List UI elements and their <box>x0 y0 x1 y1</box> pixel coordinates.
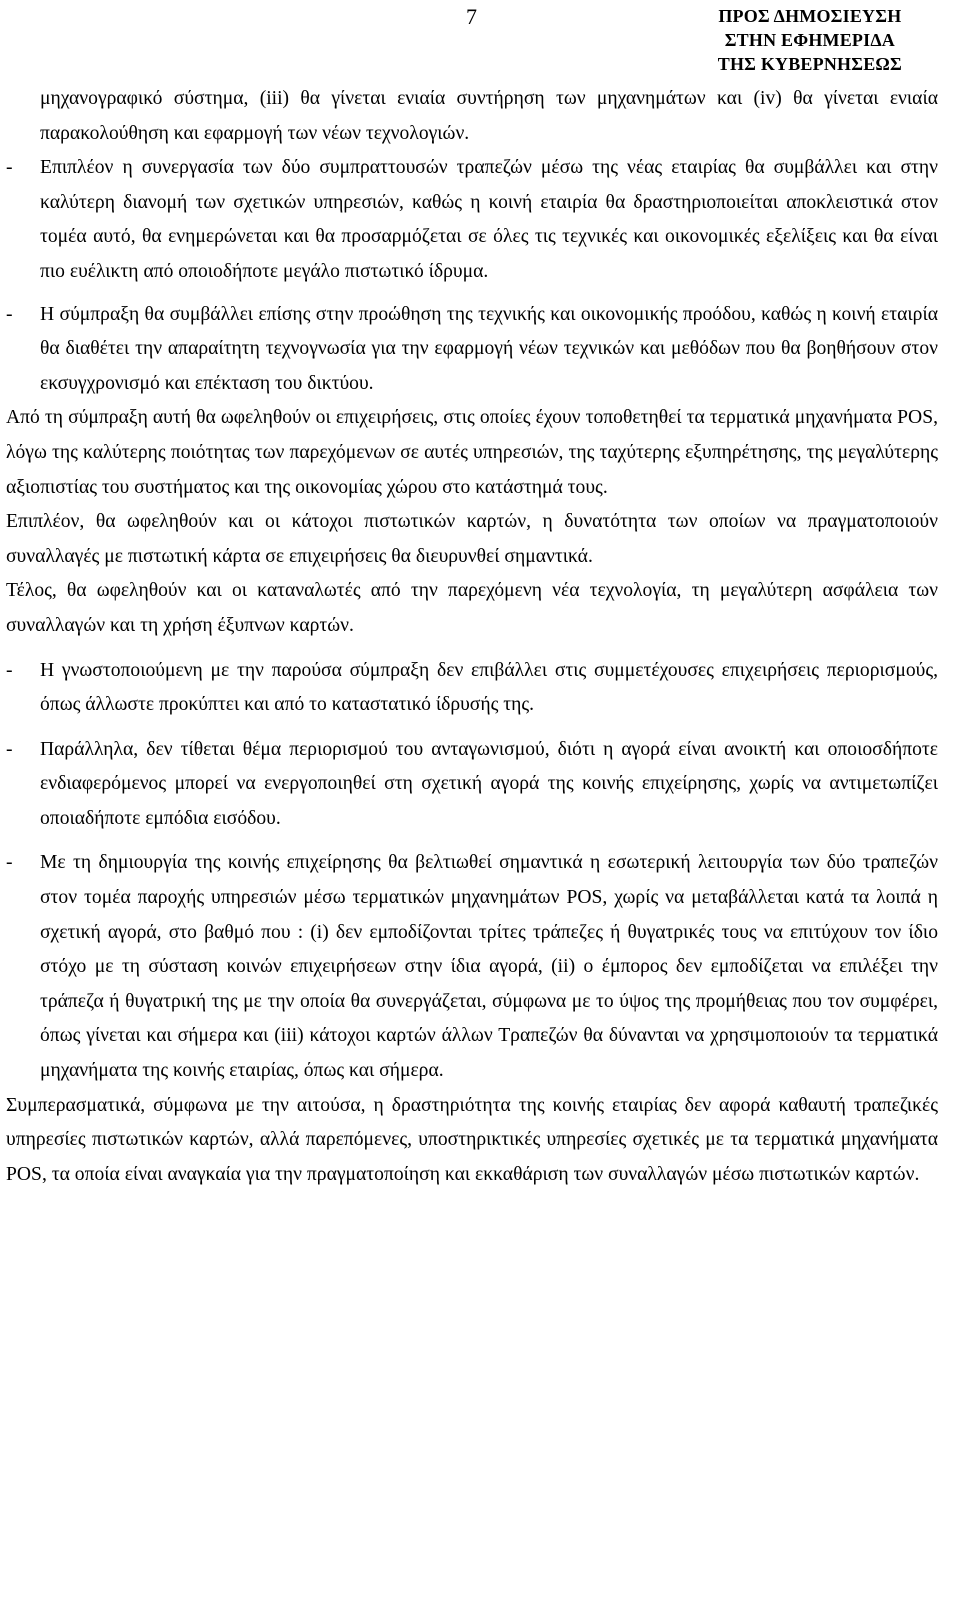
page-number: 7 <box>466 4 477 29</box>
publication-stamp <box>718 4 902 76</box>
bullet-text: Η σύμπραξη θα συμβάλλει επίσης στην προώθηση της τεχνικής και οικονομικής προόδου, καθώς η κοινή εταιρία θα διαθέτει την απαραίτητη τεχνογνωσία για την εφαρμογή νέων τεχνικών και μεθόδων που θα βοηθήσουν στον εκσυγχρονισμό και επέκταση του δικτύου. <box>40 303 938 394</box>
bullet-dash: - <box>6 659 13 681</box>
document-body <box>6 82 938 1192</box>
bullet-item-1 <box>6 151 938 289</box>
stamp-line-2: ΣΤΗΝ ΕΦΗΜΕΡΙΔΑ <box>724 30 896 50</box>
bullet-dash: - <box>6 738 13 760</box>
paragraph-4: Συμπερασματικά, σύμφωνα με την αιτούσα, η δραστηριότητα της κοινής εταιρίας δεν αφορά καθαυτή τραπεζικές υπηρεσίες πιστωτικών καρτών, αλλά παρεπόμενες, υποστηρικτικές υπηρεσίες σχετικές με τα τερματικά μηχανήματα POS, τα οποία είναι αναγκαία για την πραγματοποίηση και εκκαθάριση των συναλλαγών μέσω πιστωτικών καρτών. <box>6 1094 938 1185</box>
paragraph-1: Από τη σύμπραξη αυτή θα ωφεληθούν οι επιχειρήσεις, στις οποίες έχουν τοποθετηθεί τα τερματικά μηχανήματα POS, λόγω της καλύτερης ποιότητας των παρεχόμενων σε αυτές υπηρεσιών, της ταχύτερης εξυπηρέτησης, της μεγαλύτερης αξιοπιστίας του συστήματος και της οικονομίας χώρου στο κατάστημά τους. <box>6 407 938 498</box>
bullet-text: Με τη δημιουργία της κοινής επιχείρησης θα βελτιωθεί σημαντικά η εσωτερική λειτουργία των δύο τραπεζών στον τομέα παροχής υπηρεσιών μέσω τερματικών μηχανημάτων POS, χωρίς να μεταβάλλεται κατά τα λοιπά η σχετική αγορά, στο βαθμό που : (i) δεν εμποδίζονται τρίτες τράπεζες ή θυγατρικές τους να επιτύχουν τον ίδιο στόχο με τη σύσταση κοινών επιχειρήσεων στην ίδια αγορά, (ii) ο έμπορος δεν εμποδίζεται να επιλέξει την τράπεζα ή θυγατρική της με την οποία θα συνεργάζεται, σύμφωνα με το ύψος της προμήθειας που τον συμφέρει, όπως γίνεται και σήμερα και (iii) κάτοχοι καρτών άλλων Τραπεζών θα δύνανται να χρησιμοποιούν τα τερματικά μηχανήματα της κοινής εταιρίας, όπως και σήμερα. <box>40 852 938 1082</box>
bullet-dash: - <box>6 157 13 179</box>
bullet-text: Επιπλέον η συνεργασία των δύο συμπραττουσών τραπεζών μέσω της νέας εταιρίας θα συμβάλλει και στην καλύτερη διανομή των σχετικών υπηρεσιών, καθώς η κοινή εταιρία θα δραστηριοποιείται αποκλειστικά στον τομέα αυτό, θα ενημερώνεται και θα προσαρμόζεται σε όλες τις τεχνικές και οικονομικές εξελίξεις και θα είναι πιο ευέλικτη από οποιοδήποτε μεγάλο πιστωτικό ίδρυμα. <box>40 157 938 282</box>
stamp-line-1: ΠΡΟΣ ΔΗΜΟΣΙΕΥΣΗ <box>718 6 902 26</box>
bullet-dash: - <box>6 303 13 325</box>
bullet-dash: - <box>6 852 13 874</box>
bullet-item-2 <box>6 298 938 402</box>
bullet-text: Η γνωστοποιούμενη με την παρούσα σύμπραξη δεν επιβάλλει στις συμμετέχουσες επιχειρήσεις περιορισμούς, όπως άλλωστε προκύπτει και από το καταστατικό ίδρυσής της. <box>40 659 938 716</box>
stamp-line-3: ΤΗΣ ΚΥΒΕΡΝΗΣΕΩΣ <box>717 54 902 74</box>
bullet-text: Παράλληλα, δεν τίθεται θέμα περιορισμού του ανταγωνισμού, διότι η αγορά είναι ανοικτή και οποιοσδήποτε ενδιαφερόμενος μπορεί να ενεργοποιηθεί στη σχετική αγορά της κοινής επιχείρησης, χωρίς να αντιμετωπίζει οποιαδήποτε εμπόδια εισόδου. <box>40 738 938 829</box>
continuation-paragraph: μηχανογραφικό σύστημα, (iii) θα γίνεται ενιαία συντήρηση των μηχανημάτων και (iv) θα γίνεται ενιαία παρακολούθηση και εφαρμογή των νέων τεχνολογιών. <box>40 88 938 144</box>
bullet-item-3 <box>6 654 938 723</box>
paragraph-2: Επιπλέον, θα ωφεληθούν και οι κάτοχοι πιστωτικών καρτών, η δυνατότητα των οποίων να πραγματοποιούν συναλλαγές με πιστωτική κάρτα σε επιχειρήσεις θα διευρυνθεί σημαντικά. <box>6 511 938 567</box>
bullet-item-5 <box>6 846 938 1088</box>
bullet-item-4 <box>6 733 938 837</box>
paragraph-3: Τέλος, θα ωφεληθούν και οι καταναλωτές από την παρεχόμενη νέα τεχνολογία, τη μεγαλύτερη ασφάλεια των συναλλαγών και τη χρήση έξυπνων καρτών. <box>6 580 938 636</box>
